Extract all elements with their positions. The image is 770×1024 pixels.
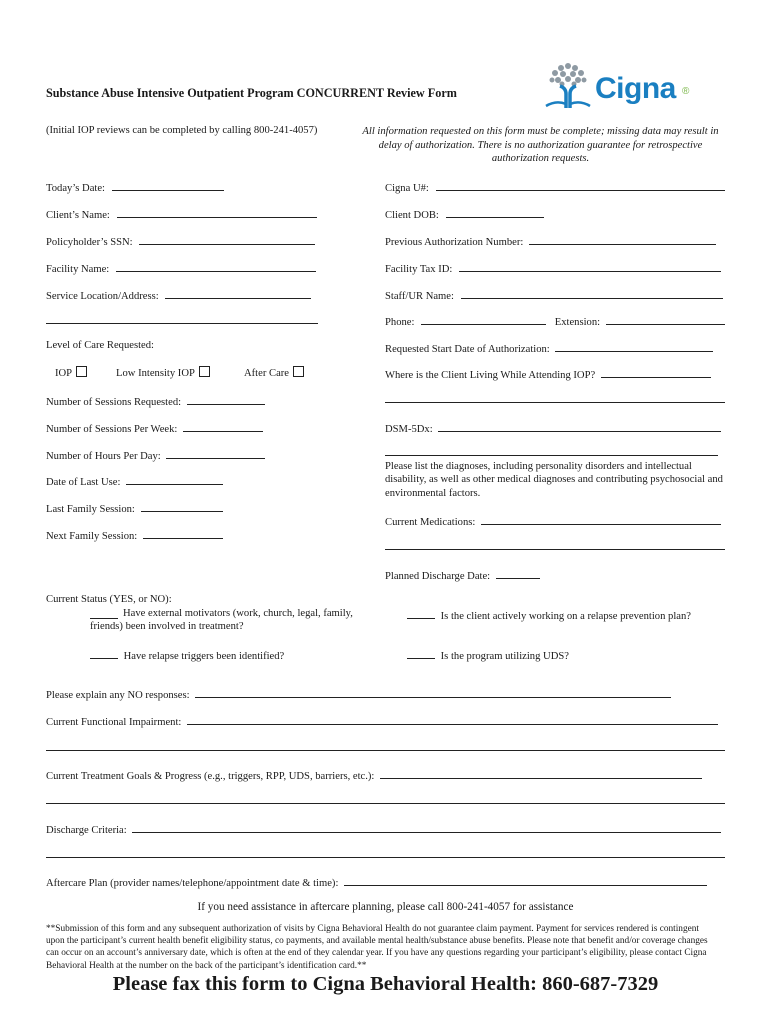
current-meds-field[interactable] xyxy=(481,513,721,525)
explain-no-field[interactable] xyxy=(195,686,671,698)
facility-tax-id-row xyxy=(385,260,721,275)
client-living-field[interactable] xyxy=(601,366,711,378)
functional-impairment-field[interactable] xyxy=(187,713,718,725)
service-location-label: Service Location/Address: xyxy=(46,291,159,302)
client-dob-row xyxy=(385,206,544,221)
status-q4-row xyxy=(407,647,569,662)
initial-review-note: (Initial IOP reviews can be completed by calling 800-241-4057) xyxy=(46,125,318,136)
next-family-session-label: Next Family Session: xyxy=(46,531,138,542)
staff-ur-name-field[interactable] xyxy=(461,287,723,299)
policyholder-ssn-row xyxy=(46,233,315,248)
policyholder-ssn-field[interactable] xyxy=(139,233,315,245)
hours-per-day-field[interactable] xyxy=(166,447,265,459)
service-location-row xyxy=(46,287,311,302)
prev-auth-field[interactable] xyxy=(529,233,716,245)
treatment-goals-field-2[interactable] xyxy=(46,803,725,804)
after-care-label: After Care xyxy=(244,368,289,379)
sessions-requested-label: Number of Sessions Requested: xyxy=(46,397,182,408)
facility-tax-id-label: Facility Tax ID: xyxy=(385,264,453,275)
next-family-session-field[interactable] xyxy=(143,527,223,539)
cigna-u-row xyxy=(385,179,725,194)
clients-name-label: Client’s Name: xyxy=(46,210,110,221)
status-q1-label: Have external motivators (work, church, legal, family, friends) been involved in treatment? xyxy=(90,608,353,633)
service-location-field[interactable] xyxy=(165,287,311,299)
planned-discharge-label: Planned Discharge Date: xyxy=(385,571,491,582)
discharge-criteria-field-2[interactable] xyxy=(46,857,725,858)
discharge-criteria-row xyxy=(46,821,721,836)
aftercare-plan-label: Aftercare Plan (provider names/telephone/appointment date & time): xyxy=(46,878,339,889)
cigna-tree-icon xyxy=(542,60,594,110)
sessions-per-week-row xyxy=(46,420,263,435)
status-q2-row xyxy=(90,647,284,662)
status-q4-answer[interactable] xyxy=(407,647,435,659)
completeness-notice: All information requested on this form must be complete; missing data may result in delay of authorization. There is no authorization guarantee for retrospective authorization requests. xyxy=(362,126,719,164)
low-intensity-iop-checkbox[interactable] xyxy=(199,366,210,377)
client-living-field-2[interactable] xyxy=(385,402,725,403)
prev-auth-label: Previous Authorization Number: xyxy=(385,237,524,248)
functional-impairment-label: Current Functional Impairment: xyxy=(46,717,182,728)
treatment-goals-row xyxy=(46,767,702,782)
todays-date-label: Today’s Date: xyxy=(46,183,105,194)
treatment-goals-field[interactable] xyxy=(380,767,702,779)
date-last-use-label: Date of Last Use: xyxy=(46,477,121,488)
discharge-criteria-label: Discharge Criteria: xyxy=(46,825,127,836)
current-status-heading: Current Status (YES, or NO): xyxy=(46,594,172,605)
fax-instruction: Please fax this form to Cigna Behavioral Health: 860-687-7329 xyxy=(112,973,659,995)
after-care-option[interactable] xyxy=(244,366,304,379)
phone-label: Phone: xyxy=(385,317,415,328)
sessions-per-week-label: Number of Sessions Per Week: xyxy=(46,424,178,435)
diagnoses-note: Please list the diagnoses, including personality disorders and intellectual disability, as well as other medical diagnoses and contributing psychosocial and environmental factors. xyxy=(385,461,723,499)
dsm5-field-2[interactable] xyxy=(385,455,718,456)
client-dob-label: Client DOB: xyxy=(385,210,439,221)
dsm5-row xyxy=(385,420,721,435)
requested-start-label: Requested Start Date of Authorization: xyxy=(385,344,550,355)
disclaimer: **Submission of this form and any subsequent authorization of visits by Cigna Behavioral Health do not guarantee claim payment. Payment for services rendered is contingent upon the participant’s current health benefit eligibility status, co payments, and available mental health/substance abuse benefits. Please note that benefit and/or coverage changes can occur on an account’s anniversary date, which is often at the end of they calendar year. If you have any questions regarding your participant’s eligibility, please contact Cigna Behavioral Health at the number on the back of the participant’s identification card.** xyxy=(46,924,708,971)
prev-auth-row xyxy=(385,233,716,248)
staff-ur-name-row xyxy=(385,287,723,302)
client-living-label: Where is the Client Living While Attending IOP? xyxy=(385,370,596,381)
sessions-requested-field[interactable] xyxy=(187,393,265,405)
current-meds-row xyxy=(385,513,721,528)
dsm5-field[interactable] xyxy=(438,420,721,432)
last-family-session-field[interactable] xyxy=(141,500,223,512)
date-last-use-row xyxy=(46,473,223,488)
facility-tax-id-field[interactable] xyxy=(459,260,721,272)
hours-per-day-label: Number of Hours Per Day: xyxy=(46,451,161,462)
cigna-u-field[interactable] xyxy=(436,179,725,191)
last-family-session-row xyxy=(46,500,223,515)
dsm5-label: DSM-5Dx: xyxy=(385,424,433,435)
iop-option[interactable] xyxy=(55,366,87,379)
current-meds-label: Current Medications: xyxy=(385,517,476,528)
client-living-row xyxy=(385,366,711,381)
staff-ur-name-label: Staff/UR Name: xyxy=(385,291,454,302)
planned-discharge-field[interactable] xyxy=(496,567,540,579)
clients-name-row xyxy=(46,206,317,221)
hours-per-day-row xyxy=(46,447,265,462)
next-family-session-row xyxy=(46,527,223,542)
sessions-requested-row xyxy=(46,393,265,408)
requested-start-field[interactable] xyxy=(555,340,713,352)
cigna-wordmark: Cigna xyxy=(595,72,676,105)
assistance-note: If you need assistance in aftercare planning, please call 800-241-4057 for assistance xyxy=(197,901,574,913)
sessions-per-week-field[interactable] xyxy=(183,420,263,432)
discharge-criteria-field[interactable] xyxy=(132,821,721,833)
cigna-u-label: Cigna U#: xyxy=(385,183,429,194)
low-intensity-iop-option[interactable] xyxy=(116,366,210,379)
status-q3-answer[interactable] xyxy=(407,607,435,619)
form-title: Substance Abuse Intensive Outpatient Program CONCURRENT Review Form xyxy=(46,86,457,100)
date-last-use-field[interactable] xyxy=(126,473,223,485)
status-q3-row xyxy=(407,607,691,622)
current-meds-field-2[interactable] xyxy=(385,549,725,550)
iop-option-label: IOP xyxy=(55,368,73,379)
todays-date-row xyxy=(46,179,224,194)
extension-label: Extension: xyxy=(554,317,601,328)
status-q2-answer[interactable] xyxy=(90,647,118,659)
level-of-care-label: Level of Care Requested: xyxy=(46,340,154,351)
functional-impairment-field-2[interactable] xyxy=(46,750,725,751)
policyholder-ssn-label: Policyholder’s SSN: xyxy=(46,237,133,248)
facility-name-label: Facility Name: xyxy=(46,264,110,275)
aftercare-plan-row xyxy=(46,874,707,889)
status-q4-label: Is the program utilizing UDS? xyxy=(440,651,569,662)
facility-name-row xyxy=(46,260,316,275)
treatment-goals-label: Current Treatment Goals & Progress (e.g., triggers, RPP, UDS, barriers, etc.): xyxy=(46,771,375,782)
after-care-checkbox[interactable] xyxy=(293,366,304,377)
cigna-logo xyxy=(540,60,700,112)
phone-row xyxy=(385,313,725,328)
last-family-session-label: Last Family Session: xyxy=(46,504,135,515)
status-q3-label: Is the client actively working on a relapse prevention plan? xyxy=(440,611,691,622)
status-q2-label: Have relapse triggers been identified? xyxy=(123,651,285,662)
service-location-field-2[interactable] xyxy=(46,323,318,324)
aftercare-plan-field[interactable] xyxy=(344,874,707,886)
extension-field[interactable] xyxy=(606,313,725,325)
todays-date-field[interactable] xyxy=(112,179,224,191)
facility-name-field[interactable] xyxy=(116,260,316,272)
low-intensity-iop-label: Low Intensity IOP xyxy=(116,368,195,379)
clients-name-field[interactable] xyxy=(117,206,317,218)
functional-impairment-row xyxy=(46,713,718,728)
explain-no-label: Please explain any NO responses: xyxy=(46,690,190,701)
iop-checkbox[interactable] xyxy=(76,366,87,377)
cigna-registered-mark: ® xyxy=(682,86,690,97)
phone-field[interactable] xyxy=(421,313,546,325)
explain-no-row xyxy=(46,686,671,701)
requested-start-row xyxy=(385,340,713,355)
client-dob-field[interactable] xyxy=(446,206,544,218)
planned-discharge-row xyxy=(385,567,540,582)
